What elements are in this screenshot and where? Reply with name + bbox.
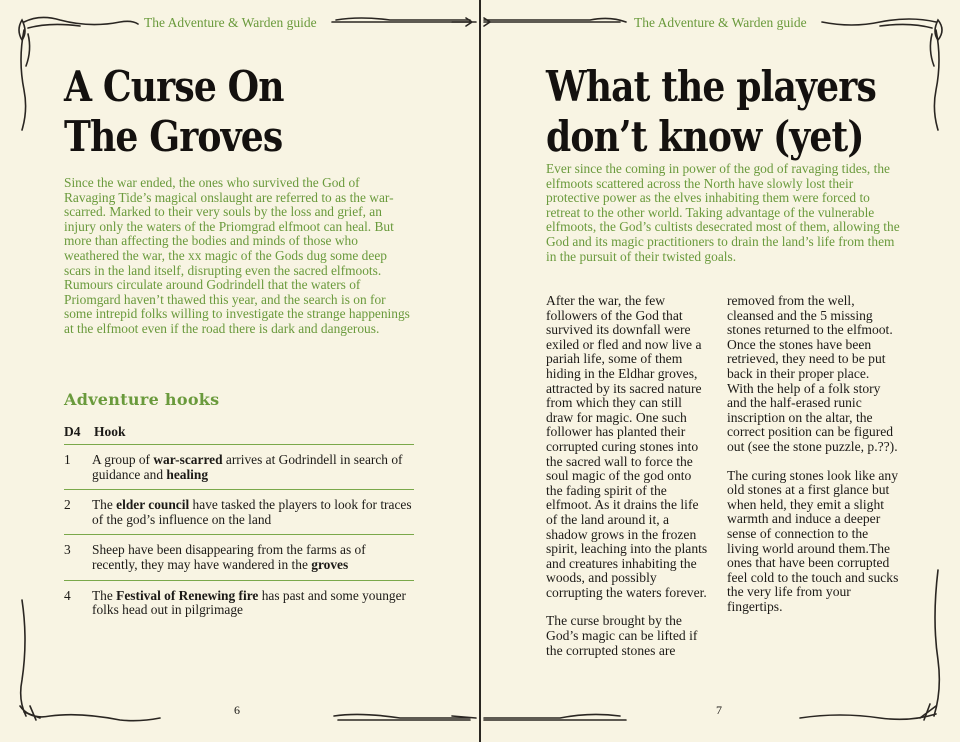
bold-run: Festival of Renewing fire bbox=[116, 587, 259, 603]
running-head: The Adventure & Warden guide bbox=[144, 15, 317, 30]
body-paragraph: The curing stones look like any old stones at a first glance but when held, they emit a slight warmth and induce a deeper sense of connection to the living world around them.The ones that have been corrupted feel cold to the touch and sucks the very life from your fingertips. bbox=[727, 467, 899, 614]
table-header bbox=[64, 424, 414, 445]
title-line-2: don’t know (yet) bbox=[546, 112, 864, 161]
row-number: 4 bbox=[64, 587, 71, 603]
table-row bbox=[64, 490, 414, 535]
right-page bbox=[480, 0, 960, 742]
table-row bbox=[64, 535, 414, 580]
text-run: The bbox=[92, 587, 117, 603]
bold-run: groves bbox=[311, 556, 349, 572]
table-row bbox=[64, 581, 414, 625]
adventure-hooks-heading: Adventure hooks bbox=[64, 390, 220, 409]
adventure-hooks-table bbox=[64, 424, 414, 625]
page-number: 6 bbox=[234, 703, 240, 717]
body-column-1 bbox=[546, 294, 710, 672]
text-run: has past and some younger folks head out in pilgrimage bbox=[92, 587, 406, 618]
bold-run: healing bbox=[166, 466, 209, 482]
body-column-2 bbox=[727, 294, 899, 628]
text-run: A group of bbox=[92, 452, 154, 467]
intro-paragraph: Ever since the coming in power of the god of ravaging tides, the elfmoots scattered across the North have slowly lost their protective power as the elves inhabiting them were forced to retreat to the other world. Taking advantage of the vulnerable elfmoots, the God’s cultists desecrated most of them, allowing the God and its magic practitioners to drain the land’s life from them in the pursuit of their twisted goals. bbox=[546, 161, 900, 264]
row-text bbox=[92, 498, 414, 527]
page-number: 7 bbox=[716, 703, 722, 717]
running-head: The Adventure & Warden guide bbox=[634, 15, 807, 30]
text-run: Sheep have been disappearing from the farms as of recently, they may have wandered in the bbox=[92, 542, 366, 572]
text-run: The bbox=[92, 497, 117, 513]
page-title bbox=[64, 62, 284, 162]
body-paragraph: After the war, the few followers of the God that survived its downfall were exiled or fled and now live a pariah life, some of them hiding in the Eldhar groves, attracted by its sacred nature from which they can still draw for magic. One such follower has planted their corrupted curing stones into the sacred wall to force the soul magic of the god onto the fading spirit of the elfmoot. As it drains the life of the land around it, a shadow grows in the frozen spirit, leaching into the plants and creatures inhabiting the woods, and possibly corrupting the waters forever. bbox=[546, 293, 708, 600]
hook-column-header: Hook bbox=[94, 424, 126, 439]
title-line-1: A Curse On bbox=[64, 62, 284, 111]
row-text bbox=[92, 589, 414, 618]
page-title bbox=[546, 62, 876, 162]
row-number: 3 bbox=[64, 542, 71, 558]
bold-run: elder council bbox=[116, 497, 190, 513]
row-number: 1 bbox=[64, 452, 71, 467]
row-text bbox=[92, 453, 414, 482]
die-column-header: D4 bbox=[64, 424, 81, 439]
text-run: arrives at Godrindell in search of guidance and bbox=[92, 452, 403, 482]
row-number: 2 bbox=[64, 497, 71, 513]
text-run: have tasked the players to look for traces of the god’s influence on the land bbox=[92, 497, 412, 527]
intro-paragraph: Since the war ended, the ones who survived the God of Ravaging Tide’s magical onslaught are referred to as the war-scarred. Marked to their very souls by the loss and grief, an injury only the waters of the Priomgrad elfmoot can heal. But more than affecting the bodies and minds of those who weathered the war, the xx magic of the Gods dug some deep scars in the land itself, disrupting even the sacred elfmoots. Rumours circulate around Godrindell that the waters of Priomgard haven’t thawed this year, and the search is on for some intrepid folks willing to investigate the strange happenings at the elfmoot even if the road there is dark and dangerous. bbox=[64, 175, 410, 336]
title-line-1: What the players bbox=[546, 62, 876, 111]
title-line-2: The Groves bbox=[64, 112, 283, 161]
bold-run: war-scarred bbox=[153, 452, 223, 467]
body-paragraph: removed from the well, cleansed and the 5 missing stones returned to the elfmoot. Once the stones have been retrieved, they need to be put back in their proper place. With the help of a folk story and the half-erased runic inscription on the altar, the correct position can be figured out (see the stone puzzle, p.??). bbox=[727, 293, 898, 454]
body-paragraph: The curse brought by the God’s magic can be lifted if the corrupted stones are bbox=[546, 613, 698, 658]
table-row bbox=[64, 445, 414, 490]
row-text bbox=[92, 543, 414, 572]
